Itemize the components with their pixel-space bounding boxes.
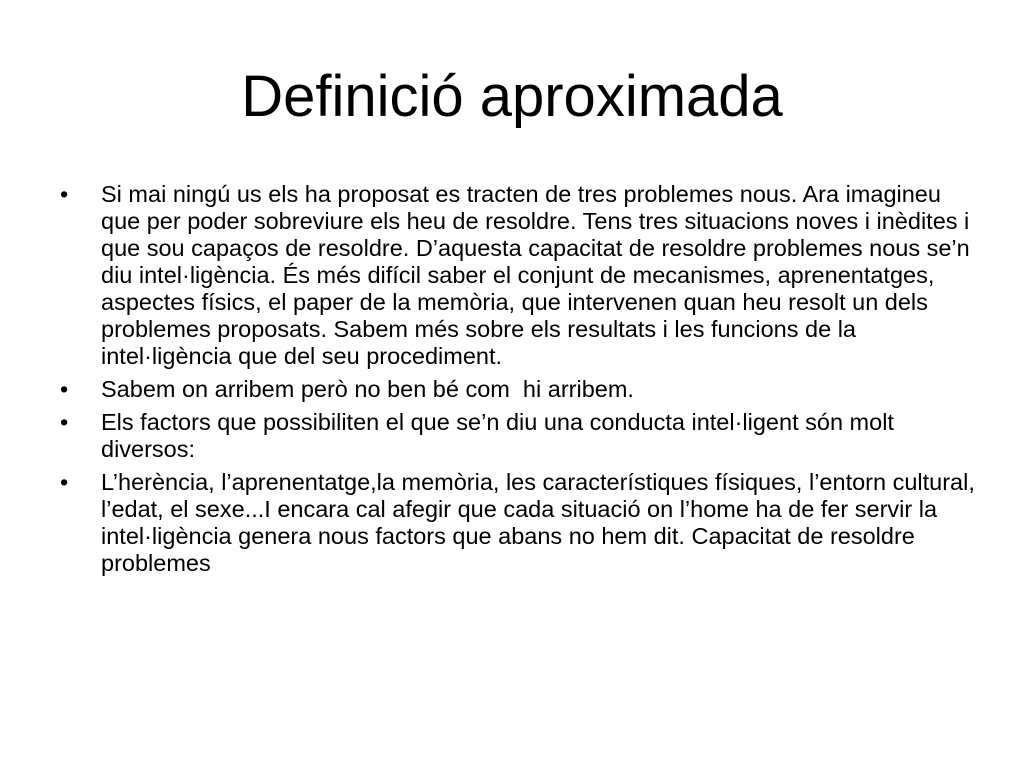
bullet-item	[60, 409, 980, 463]
bullet-list	[60, 181, 980, 583]
bullet-dot: •	[60, 376, 69, 402]
bullet-text: Sabem on arribem però no ben bé com hi arribem.	[101, 376, 634, 402]
bullet-dot: •	[60, 469, 69, 495]
bullet-dot: •	[60, 181, 69, 207]
bullet-text: Si mai ningú us els ha proposat es tracten de tres problemes nous. Ara imagineu que per poder sobreviure els heu de resoldre. Tens tres situacions noves i inèdites i que sou capaços de resoldre. D’aquesta capacitat de resoldre problemes nous se’n diu intel·ligència. És més difícil saber el conjunt de mecanismes, aprenentatges, aspectes físics, el paper de la memòria, que intervenen quan heu resolt un dels problemes proposats. Sabem més sobre els resultats i les funcions de la intel·ligència que del seu procediment.	[101, 181, 970, 369]
bullet-item	[60, 181, 980, 370]
bullet-dot: •	[60, 409, 69, 435]
bullet-item	[60, 376, 980, 403]
bullet-text: L’herència, l’aprenentatge,la memòria, les característiques físiques, l’entorn cultural, l’edat, el sexe...I encara cal afegir que cada situació on l’home ha de fer servir la intel·ligència genera nous factors que abans no hem dit. Capacitat de resoldre problemes	[101, 469, 975, 576]
bullet-item	[60, 469, 980, 577]
bullet-text: Els factors que possibiliten el que se’n diu una conducta intel·ligent són molt diversos:	[101, 409, 894, 462]
slide-title: Definició aproximada	[241, 64, 783, 129]
